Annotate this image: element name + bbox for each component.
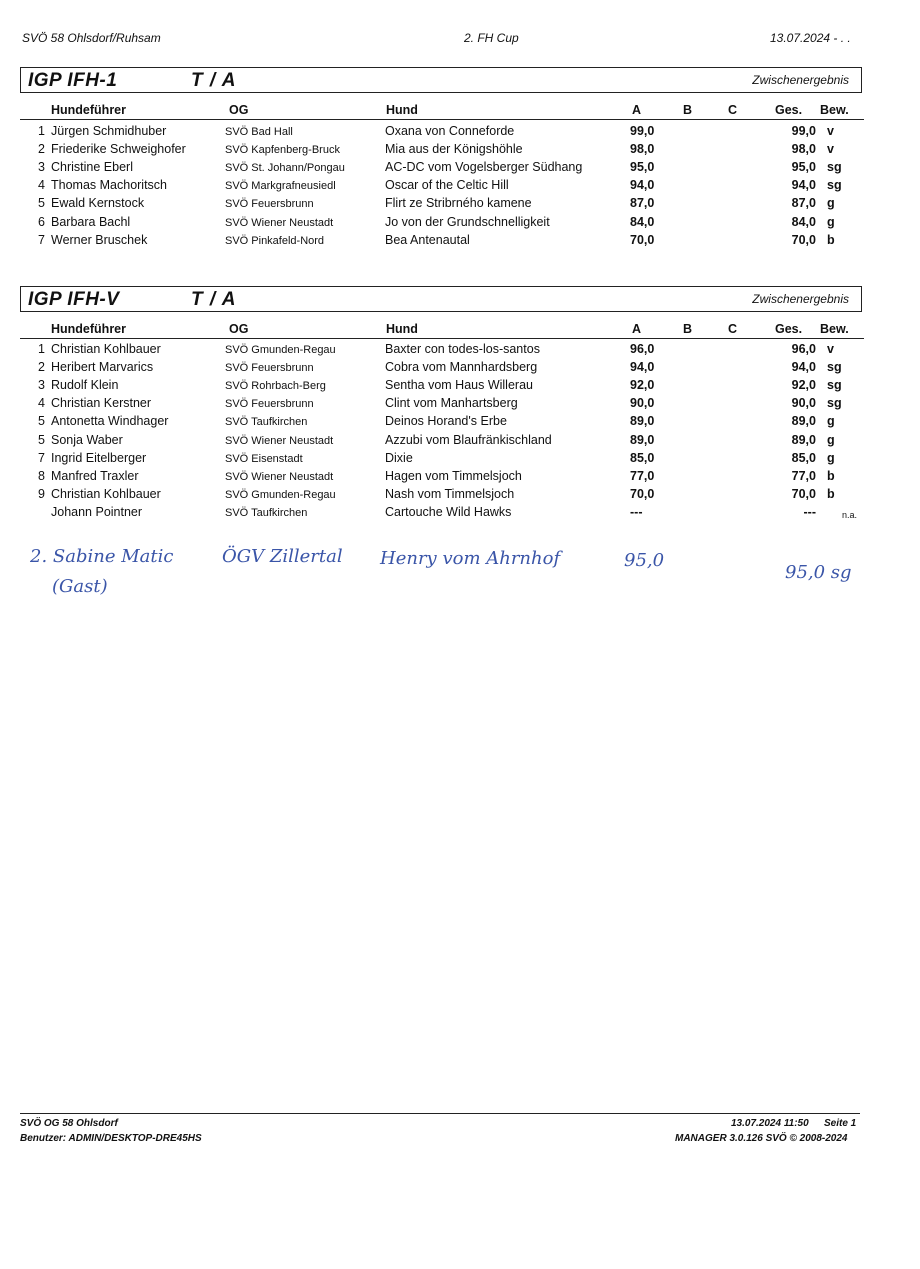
table-row: [20, 233, 864, 251]
handler-cell: Christian Kerstner: [51, 396, 152, 411]
col-handler: Hundeführer: [51, 103, 126, 117]
dog-cell: Baxter con todes-los-santos: [385, 342, 540, 356]
rank-cell: 2: [38, 142, 45, 157]
handler-cell: Manfred Traxler: [51, 468, 139, 483]
handler-cell: Johann Pointner: [51, 504, 143, 519]
col-c: C: [728, 103, 738, 117]
og-cell: SVÖ St. Johann/Pongau: [225, 162, 345, 175]
rating-cell: b: [827, 232, 835, 247]
column-header-row: [20, 101, 864, 120]
total-cell: 85,0: [791, 450, 816, 465]
col-dog: Hund: [386, 103, 418, 117]
score-a-cell: 87,0: [630, 196, 655, 211]
handler-cell: Friederike Schweighofer: [51, 142, 186, 157]
rating-cell: b: [827, 468, 835, 483]
table-row: [20, 378, 864, 396]
total-cell: 98,0: [791, 142, 816, 157]
section-title-bar: [20, 286, 862, 312]
section-class: IGP IFH-V: [28, 289, 120, 310]
handwritten-og: ÖGV Zillertal: [222, 546, 343, 567]
og-cell: SVÖ Bad Hall: [225, 126, 293, 138]
total-cell: 99,0: [791, 124, 816, 138]
dog-cell: Clint vom Manhartsberg: [385, 396, 518, 411]
table-row: [20, 178, 864, 196]
handler-cell: Christian Kohlbauer: [51, 342, 161, 356]
total-cell: 89,0: [791, 414, 816, 429]
table-row: [20, 196, 864, 214]
dog-cell: Dixie: [385, 450, 413, 465]
total-cell: 84,0: [791, 214, 816, 229]
rank-cell: 5: [38, 414, 45, 429]
rating-cell: n.a.: [842, 509, 858, 520]
score-a-cell: 89,0: [630, 432, 655, 447]
score-a-cell: 84,0: [630, 214, 655, 229]
handwritten-rank-name: 2. Sabine Matic: [30, 546, 174, 567]
og-cell: SVÖ Wiener Neustadt: [225, 470, 334, 483]
total-cell: ---: [803, 504, 816, 519]
score-a-cell: 77,0: [630, 468, 655, 483]
dog-cell: Azzubi vom Blaufränkischland: [385, 432, 552, 447]
rating-cell: b: [827, 486, 835, 501]
dog-cell: Bea Antenautal: [385, 232, 470, 247]
col-og: OG: [229, 322, 249, 336]
rank-cell: 5: [38, 432, 45, 447]
section-status: Zwischenergebnis: [752, 73, 849, 87]
score-a-cell: 70,0: [630, 486, 655, 501]
dog-cell: Hagen vom Timmelsjoch: [385, 468, 522, 483]
col-rating: Bew.: [820, 322, 849, 336]
header-club: SVÖ 58 Ohlsdorf/Ruhsam: [22, 31, 161, 45]
header-event: 2. FH Cup: [464, 31, 519, 45]
og-cell: SVÖ Kapfenberg-Bruck: [225, 144, 340, 157]
rank-cell: 9: [38, 486, 45, 501]
column-header-row: [20, 320, 864, 339]
score-a-cell: 96,0: [630, 342, 655, 356]
total-cell: 87,0: [791, 196, 816, 211]
rank-cell: 7: [38, 232, 45, 247]
og-cell: SVÖ Gmunden-Regau: [225, 488, 336, 501]
rank-cell: 3: [38, 160, 45, 175]
dog-cell: Nash vom Timmelsjoch: [385, 486, 515, 501]
table-row: [20, 451, 864, 469]
handler-cell: Jürgen Schmidhuber: [51, 124, 167, 138]
rating-cell: sg: [827, 378, 842, 393]
section-mode: T / A: [191, 70, 237, 91]
og-cell: SVÖ Wiener Neustadt: [225, 216, 334, 229]
handler-cell: Werner Bruschek: [51, 232, 148, 247]
rating-cell: g: [827, 196, 835, 211]
og-cell: SVÖ Rohrbach-Berg: [225, 380, 326, 393]
score-a-cell: 98,0: [630, 142, 655, 157]
handwritten-score-a: 95,0: [624, 550, 665, 571]
og-cell: SVÖ Markgrafneusiedl: [225, 180, 336, 193]
table-row: [20, 433, 864, 451]
total-cell: 94,0: [791, 178, 816, 193]
score-a-cell: 94,0: [630, 178, 655, 193]
rating-cell: v: [827, 124, 834, 138]
handwritten-guest: (Gast): [52, 576, 108, 597]
table-row: [20, 160, 864, 178]
score-a-cell: 94,0: [630, 360, 655, 375]
table-row: [20, 469, 864, 487]
col-total: Ges.: [775, 322, 803, 336]
handwritten-dog: Henry vom Ahrnhof: [380, 548, 561, 569]
score-a-cell: 90,0: [630, 396, 655, 411]
total-cell: 94,0: [791, 360, 816, 375]
total-cell: 90,0: [791, 396, 816, 411]
dog-cell: Deinos Horand's Erbe: [385, 414, 507, 429]
section-title-bar: [20, 67, 862, 93]
handler-cell: Heribert Marvarics: [51, 360, 154, 375]
og-cell: SVÖ Pinkafeld-Nord: [225, 234, 325, 247]
rating-cell: sg: [827, 160, 842, 175]
col-a: A: [632, 322, 642, 336]
handwritten-total: 95,0 sg: [785, 562, 852, 583]
score-a-cell: ---: [630, 504, 643, 519]
score-a-cell: 89,0: [630, 414, 655, 429]
rank-cell: 3: [38, 378, 45, 393]
col-b: B: [683, 322, 693, 336]
footer-club: SVÖ OG 58 Ohlsdorf: [20, 1118, 118, 1129]
rank-cell: 2: [38, 360, 45, 375]
col-a: A: [632, 103, 642, 117]
rank-cell: 1: [38, 342, 45, 356]
total-cell: 92,0: [791, 378, 816, 393]
rating-cell: g: [827, 450, 835, 465]
col-handler: Hundeführer: [51, 322, 126, 336]
dog-cell: Mia aus der Königshöhle: [385, 142, 523, 157]
total-cell: 70,0: [791, 486, 816, 501]
og-cell: SVÖ Feuersbrunn: [225, 398, 314, 411]
handler-cell: Antonetta Windhager: [51, 414, 169, 429]
rank-cell: 1: [38, 124, 45, 138]
rank-cell: 8: [38, 468, 45, 483]
rank-cell: 7: [38, 450, 45, 465]
rank-cell: 4: [38, 396, 45, 411]
table-row: [20, 215, 864, 233]
og-cell: SVÖ Feuersbrunn: [225, 362, 314, 375]
score-a-cell: 70,0: [630, 232, 655, 247]
handler-cell: Ewald Kernstock: [51, 196, 145, 211]
col-dog: Hund: [386, 322, 418, 336]
score-a-cell: 92,0: [630, 378, 655, 393]
col-og: OG: [229, 103, 249, 117]
og-cell: SVÖ Eisenstadt: [225, 452, 303, 465]
handler-cell: Barbara Bachl: [51, 214, 131, 229]
rating-cell: sg: [827, 178, 842, 193]
score-a-cell: 95,0: [630, 160, 655, 175]
rating-cell: v: [827, 142, 834, 157]
dog-cell: Oxana von Conneforde: [385, 124, 515, 138]
table-row: [20, 342, 864, 360]
footer-timestamp: 13.07.2024 11:50: [731, 1118, 809, 1129]
rating-cell: g: [827, 414, 835, 429]
handler-cell: Christian Kohlbauer: [51, 486, 161, 501]
table-row: [20, 396, 864, 414]
col-rating: Bew.: [820, 103, 849, 117]
og-cell: SVÖ Wiener Neustadt: [225, 434, 334, 447]
rating-cell: g: [827, 432, 835, 447]
dog-cell: Cartouche Wild Hawks: [385, 504, 512, 519]
section-status: Zwischenergebnis: [752, 292, 849, 306]
footer-page: Seite 1: [824, 1118, 857, 1129]
total-cell: 95,0: [791, 160, 816, 175]
table-row: [20, 360, 864, 378]
section-class: IGP IFH-1: [28, 70, 118, 91]
section-mode: T / A: [191, 289, 237, 310]
table-row: [20, 142, 864, 160]
handler-cell: Sonja Waber: [51, 432, 123, 447]
footer-software: MANAGER 3.0.126 SVÖ © 2008-2024: [675, 1133, 848, 1144]
footer-divider: [20, 1113, 860, 1114]
og-cell: SVÖ Taufkirchen: [225, 506, 308, 519]
dog-cell: Cobra vom Mannhardsberg: [385, 360, 538, 375]
og-cell: SVÖ Feuersbrunn: [225, 198, 314, 211]
dog-cell: Sentha vom Haus Willerau: [385, 378, 533, 393]
score-a-cell: 99,0: [630, 124, 655, 138]
handler-cell: Rudolf Klein: [51, 378, 119, 393]
rank-cell: 4: [38, 178, 45, 193]
table-row: [20, 487, 864, 505]
col-b: B: [683, 103, 693, 117]
total-cell: 89,0: [791, 432, 816, 447]
header-date: 13.07.2024 - . .: [770, 31, 851, 45]
dog-cell: Jo von der Grundschnelligkeit: [385, 214, 550, 229]
og-cell: SVÖ Taufkirchen: [225, 416, 308, 429]
rank-cell: 5: [38, 196, 45, 211]
dog-cell: Oscar of the Celtic Hill: [385, 178, 509, 193]
col-total: Ges.: [775, 103, 803, 117]
handler-cell: Christine Eberl: [51, 160, 133, 175]
total-cell: 77,0: [791, 468, 816, 483]
handler-cell: Thomas Machoritsch: [51, 178, 168, 193]
footer-user: Benutzer: ADMIN/DESKTOP-DRE45HS: [20, 1133, 202, 1144]
total-cell: 70,0: [791, 232, 816, 247]
total-cell: 96,0: [791, 342, 816, 356]
table-row: [20, 124, 864, 142]
table-row: [20, 505, 864, 523]
rating-cell: g: [827, 214, 835, 229]
table-row: [20, 414, 864, 432]
dog-cell: Flirt ze Stribrného kamene: [385, 196, 532, 211]
rating-cell: v: [827, 342, 834, 356]
handler-cell: Ingrid Eitelberger: [51, 450, 147, 465]
rating-cell: sg: [827, 396, 842, 411]
og-cell: SVÖ Gmunden-Regau: [225, 344, 336, 356]
col-c: C: [728, 322, 738, 336]
score-a-cell: 85,0: [630, 450, 655, 465]
rank-cell: 6: [38, 214, 45, 229]
dog-cell: AC-DC vom Vogelsberger Südhang: [385, 160, 583, 175]
rating-cell: sg: [827, 360, 842, 375]
